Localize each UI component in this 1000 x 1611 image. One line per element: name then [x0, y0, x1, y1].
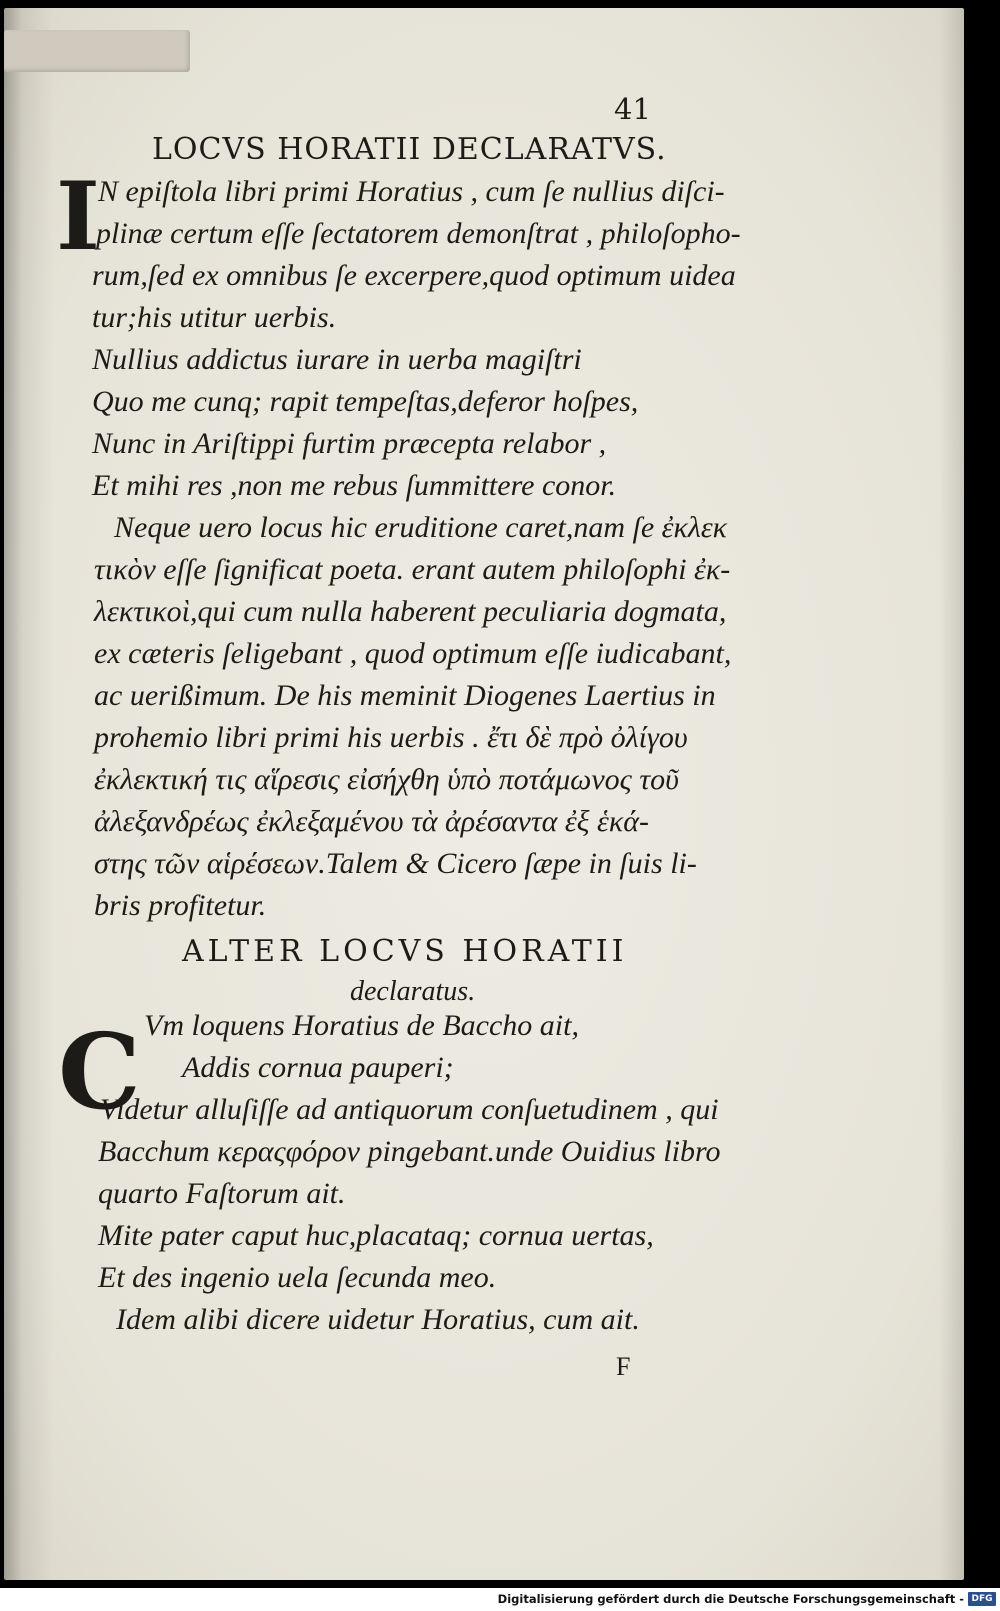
verse-1-line: Nullius addictus iurare in uerba magiſtri	[92, 343, 582, 376]
verse-2-line: Et des ingenio uela ſecunda meo.	[98, 1261, 497, 1294]
page-tab-edge	[4, 30, 190, 72]
paragraph-3-intro-line: Addis cornua pauperi;	[182, 1051, 454, 1084]
page-number: 41	[614, 92, 651, 126]
paragraph-2-line: λεκτικοὶ,qui cum nulla haberent peculiaria dogmata,	[94, 595, 727, 628]
footer-credit: Digitalisierung gefördert durch die Deutsche Forschungsgemeinschaft -	[497, 1592, 964, 1606]
paragraph-2-line: στης τῶν αἱρέσεων.Talem & Cicero ſæpe in ſuis li-	[94, 847, 697, 880]
paragraph-1-line: plinæ certum eſſe ſectatorem demonſtrat , philoſopho-	[96, 217, 741, 250]
paragraph-1-line: N epiſtola libri primi Horatius , cum ſe nullius diſci-	[98, 175, 725, 208]
paragraph-1-line: rum,ſed ex omnibus ſe excerpere,quod optimum uidea	[92, 259, 736, 292]
verse-2-line: Mite pater caput huc,placataq; cornua uertas,	[98, 1219, 654, 1252]
heading-alter-locus: ALTER LOCVS HORATII	[182, 934, 628, 969]
paragraph-1-line: tur;his utitur uerbis.	[92, 301, 337, 334]
paragraph-3-line: Videtur alluſiſſe ad antiquorum conſuetudinem , qui	[100, 1093, 719, 1126]
paragraph-2-line: prohemio libri primi his uerbis . ἔτι δὲ πρὸ ὀλίγου	[94, 721, 688, 754]
paragraph-3-line: Bacchum κεραςφόρον pingebant.unde Ouidius libro	[98, 1135, 721, 1168]
drop-cap-i: I	[56, 162, 100, 272]
paragraph-3-line: quarto Faſtorum ait.	[98, 1177, 346, 1210]
paragraph-2-line: ac uerißimum. De his meminit Diogenes Laertius in	[94, 679, 716, 712]
heading-locus-horatii: LOCVS HORATII DECLARATVS.	[152, 132, 667, 167]
footer-bar	[0, 1588, 1000, 1611]
paragraph-2-line: ἐκλεκτική τις αἵρεσις εἰσήχθη ὑπὸ ποτάμωνος τοῦ	[94, 763, 679, 796]
signature-mark: F	[616, 1352, 631, 1381]
drop-cap-c: C	[58, 1010, 141, 1133]
paragraph-3-intro-line: Vm loquens Horatius de Baccho ait,	[144, 1009, 579, 1042]
heading-alter-locus-sub: declaratus.	[350, 976, 476, 1007]
paragraph-2-line: bris profitetur.	[94, 889, 267, 922]
paragraph-2-line: τικὸν eſſe ſignificat poeta. erant autem philoſophi ἐκ-	[94, 553, 731, 586]
verse-1-line: Et mihi res ,non me rebus ſummittere conor.	[92, 469, 617, 502]
paragraph-2-line: ἀλεξανδρέως ἐκλεξαμένου τὰ ἀρέσαντα ἐξ ἑκά-	[94, 805, 649, 838]
verse-1-line: Nunc in Ariſtippi furtim præcepta relabor ,	[92, 427, 607, 460]
paragraph-2-line: Neque uero locus hic eruditione caret,nam ſe ἐκλεκ	[114, 511, 728, 544]
verse-1-line: Quo me cunq; rapit tempeſtas,deferor hoſpes,	[92, 385, 639, 418]
paragraph-2-line: ex cæteris ſeligebant , quod optimum eſſe iudicabant,	[94, 637, 732, 670]
paragraph-4-line: Idem alibi dicere uidetur Horatius, cum ait.	[116, 1303, 640, 1336]
dfg-logo-icon: DFG	[968, 1592, 996, 1606]
